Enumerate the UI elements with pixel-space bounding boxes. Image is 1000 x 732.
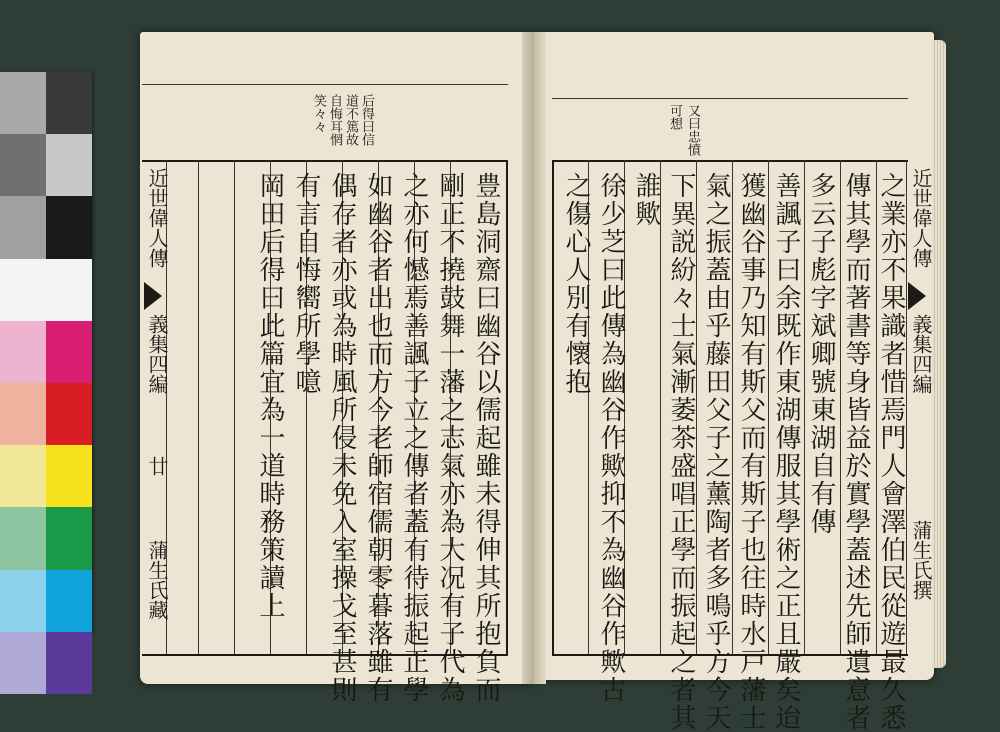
color-patch xyxy=(0,321,46,383)
left-column-1: 豊島洞齋曰幽谷以儒起雖未得伸其所抱負而 xyxy=(471,172,501,704)
right-fishtail-mark xyxy=(908,282,926,310)
color-patch xyxy=(46,196,92,258)
color-patch xyxy=(0,507,46,569)
right-column-6: 氣之振蓋由乎藤田父子之薰陶者多鳴乎方今天 xyxy=(701,172,731,732)
right-column-9: 徐少芝曰此傳為幽谷作歟抑不為幽谷作歟古 xyxy=(596,172,626,704)
right-column-8: 誰歟 xyxy=(631,172,661,228)
left-column-rule xyxy=(198,160,199,654)
right-top-note-1: 又曰忠憤 xyxy=(685,104,700,156)
left-page-number: 廿 xyxy=(145,456,169,476)
left-band-section: 義集四編 xyxy=(145,314,169,394)
right-band-bottom: 蒲生氏撰 xyxy=(909,520,933,600)
color-patch xyxy=(0,632,46,694)
left-column-2: 剛正不撓鼓舞一藩之志氣亦為大况有子代為 xyxy=(435,172,465,704)
right-top-note-2: 可想 xyxy=(667,104,682,130)
right-column-2: 傳其學而著書等身皆益於實學蓋述先師遺意者 xyxy=(841,172,871,732)
right-header-rule xyxy=(552,98,908,99)
color-patch xyxy=(46,507,92,569)
left-column-7: 岡田后得曰此篇宜為一道時務策讀上 xyxy=(255,172,285,620)
left-band-title: 近世偉人傳 xyxy=(145,168,169,268)
page-stack-edge xyxy=(932,40,946,668)
left-column-3: 之亦何憾焉善諷子立之傳者蓋有待振起正學 xyxy=(399,172,429,704)
right-column-7: 下異説紛々士氣漸萎茶盛唱正學而振起之者其 xyxy=(666,172,696,732)
color-patch xyxy=(0,383,46,445)
right-column-5: 獲幽谷事乃知有斯父而有斯子也往時水戸藩士 xyxy=(736,172,766,732)
color-patch xyxy=(46,445,92,507)
left-band-bottom: 蒲生氏藏 xyxy=(145,540,169,620)
left-top-note-4: 笑々々 xyxy=(311,94,326,133)
left-column-5: 偶存者亦或為時風所侵未免入室操戈至甚則 xyxy=(327,172,357,704)
color-patch xyxy=(46,134,92,196)
right-band-title: 近世偉人傳 xyxy=(909,168,933,268)
color-patch xyxy=(0,570,46,632)
color-patch xyxy=(46,570,92,632)
book-gutter xyxy=(522,32,546,684)
left-top-note-3: 自悔耳惘 xyxy=(327,94,342,146)
left-column-6: 有言自悔嚮所學噫 xyxy=(291,172,321,396)
right-band-section: 義集四編 xyxy=(909,314,933,394)
color-patch xyxy=(46,259,92,321)
left-header-rule xyxy=(142,84,508,85)
color-patch xyxy=(46,321,92,383)
color-patch xyxy=(0,72,46,134)
right-column-3: 多云子彪字斌卿號東湖自有傳 xyxy=(806,172,836,536)
left-column-rule xyxy=(234,160,235,654)
right-column-1: 之業亦不果識者惜焉門人會澤伯民從遊最久悉 xyxy=(876,172,906,732)
color-patch xyxy=(46,72,92,134)
right-column-10: 之傷心人別有懷抱 xyxy=(561,172,591,396)
color-patch xyxy=(0,445,46,507)
left-column-4: 如幽谷者出也而方今老師宿儒朝零暮落雖有 xyxy=(363,172,393,704)
color-patch xyxy=(0,196,46,258)
color-patch xyxy=(46,383,92,445)
color-patch xyxy=(46,632,92,694)
right-column-4: 善諷子曰余既作東湖傳服其學術之正且嚴矣迨 xyxy=(771,172,801,732)
left-top-note-1: 后得曰信 xyxy=(359,94,374,146)
left-fishtail-mark xyxy=(144,282,162,310)
right-column-rule xyxy=(660,160,661,654)
color-patch xyxy=(0,259,46,321)
color-patch xyxy=(0,134,46,196)
left-top-note-2: 道不篤故 xyxy=(343,94,358,146)
color-calibration-strip xyxy=(0,72,92,632)
